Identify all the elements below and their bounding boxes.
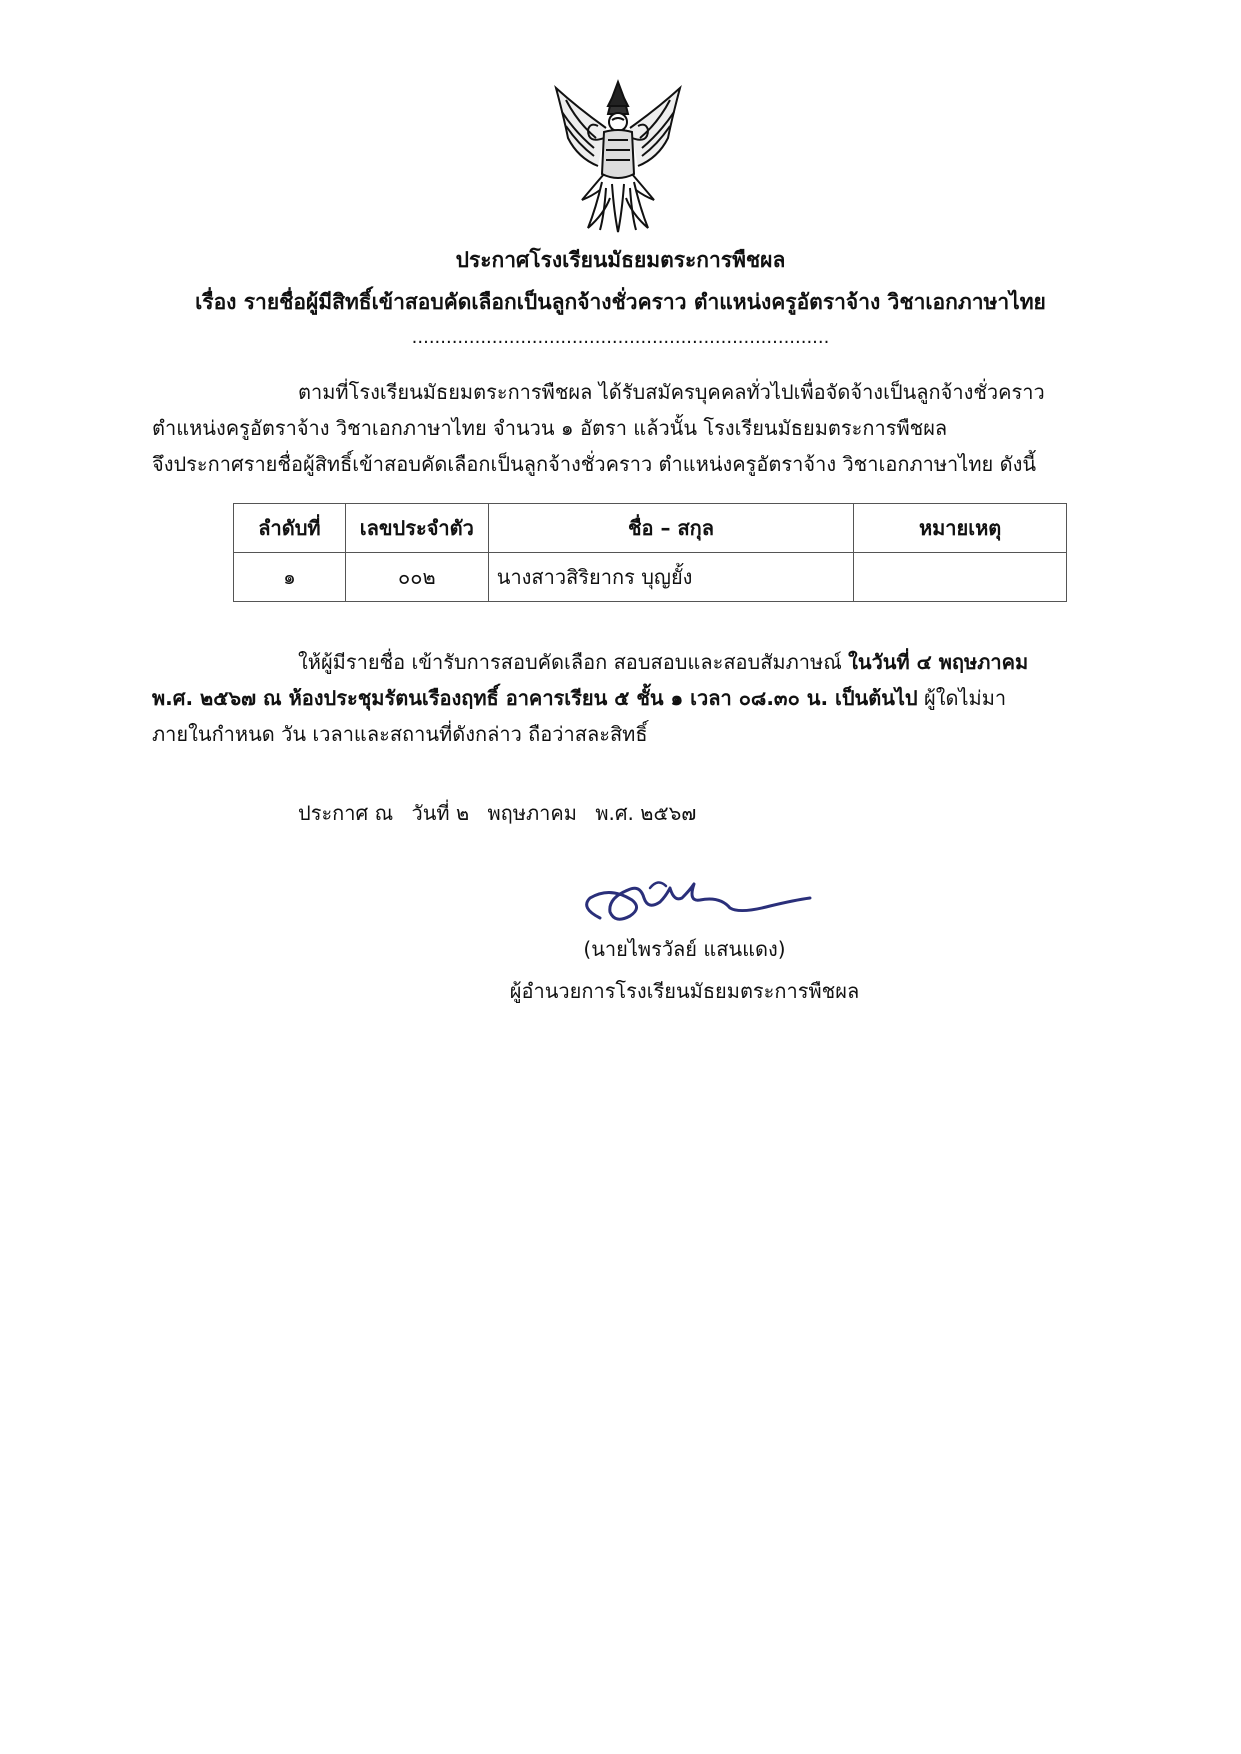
candidate-table — [233, 503, 1067, 602]
header-id: เลขประจำตัว — [345, 504, 488, 553]
announce-prefix: ประกาศ ณ — [298, 801, 394, 825]
exam-line-1-text: ให้ผู้มีรายชื่อ เข้ารับการสอบคัดเลือก สอบสอบและสอบสัมภาษณ์ — [298, 650, 849, 674]
announce-year: พ.ศ. ๒๕๖๗ — [595, 801, 697, 825]
announcement-subject: เรื่อง รายชื่อผู้มีสิทธิ์เข้าสอบคัดเลือกเป็นลูกจ้างชั่วคราว ตำแหน่งครูอัตราจ้าง วิชาเอกภาษาไทย — [195, 290, 1046, 314]
signer-name: (นายไพรวัลย์ แสนแดง) — [583, 937, 786, 961]
header-order: ลำดับที่ — [234, 504, 346, 553]
signer-position: ผู้อำนวยการโรงเรียนมัธยมตระการพืชผล — [509, 979, 860, 1003]
announcement-title: ประกาศโรงเรียนมัธยมตระการพืชผล — [455, 248, 786, 272]
cell-order: ๑ — [234, 553, 346, 602]
table-row — [234, 553, 1067, 602]
announce-month: พฤษภาคม — [487, 801, 577, 825]
announce-day: วันที่ ๒ — [411, 801, 470, 825]
title-divider: ......................................................................... — [411, 327, 830, 348]
cell-remark — [854, 553, 1067, 602]
exam-line-2 — [152, 680, 1090, 716]
header-remark: หมายเหตุ — [854, 504, 1067, 553]
exam-line-2-text: ผู้ใดไม่มา — [917, 686, 1007, 710]
intro-line-1: ตามที่โรงเรียนมัธยมตระการพืชผล ได้รับสมัครบุคคลทั่วไปเพื่อจัดจ้างเป็นลูกจ้างชั่วคราว — [298, 380, 1045, 404]
intro-line-3: จึงประกาศรายชื่อผู้สิทธิ์เข้าสอบคัดเลือกเป็นลูกจ้างชั่วคราว ตำแหน่งครูอัตราจ้าง วิชาเอกภาษาไทย ดังนี้ — [152, 452, 1037, 476]
exam-line-3: ภายในกำหนด วัน เวลาและสถานที่ดังกล่าว ถือว่าสละสิทธิ์ — [152, 722, 648, 746]
garuda-emblem-icon — [548, 78, 688, 236]
cell-name: นางสาวสิริยากร บุญยั้ง — [488, 553, 853, 602]
exam-venue-bold: พ.ศ. ๒๕๖๗ ณ ห้องประชุมรัตนเรืองฤทธิ์ อาคารเรียน ๕ ชั้น ๑ เวลา ๐๘.๓๐ น. เป็นต้นไป — [152, 686, 918, 710]
table-header-row — [234, 504, 1067, 553]
signature-icon — [570, 868, 820, 938]
intro-paragraph — [152, 374, 1090, 482]
exam-line-1 — [152, 644, 1090, 680]
intro-line-2: ตำแหน่งครูอัตราจ้าง วิชาเอกภาษาไทย จำนวน ๑ อัตรา แล้วนั้น โรงเรียนมัธยมตระการพืชผล — [152, 416, 948, 440]
announcement-date — [298, 797, 708, 829]
exam-date-bold: ในวันที่ ๔ พฤษภาคม — [848, 650, 1029, 674]
exam-paragraph — [152, 644, 1090, 752]
header-name: ชื่อ – สกุล — [488, 504, 853, 553]
cell-id: ๐๐๒ — [345, 553, 488, 602]
